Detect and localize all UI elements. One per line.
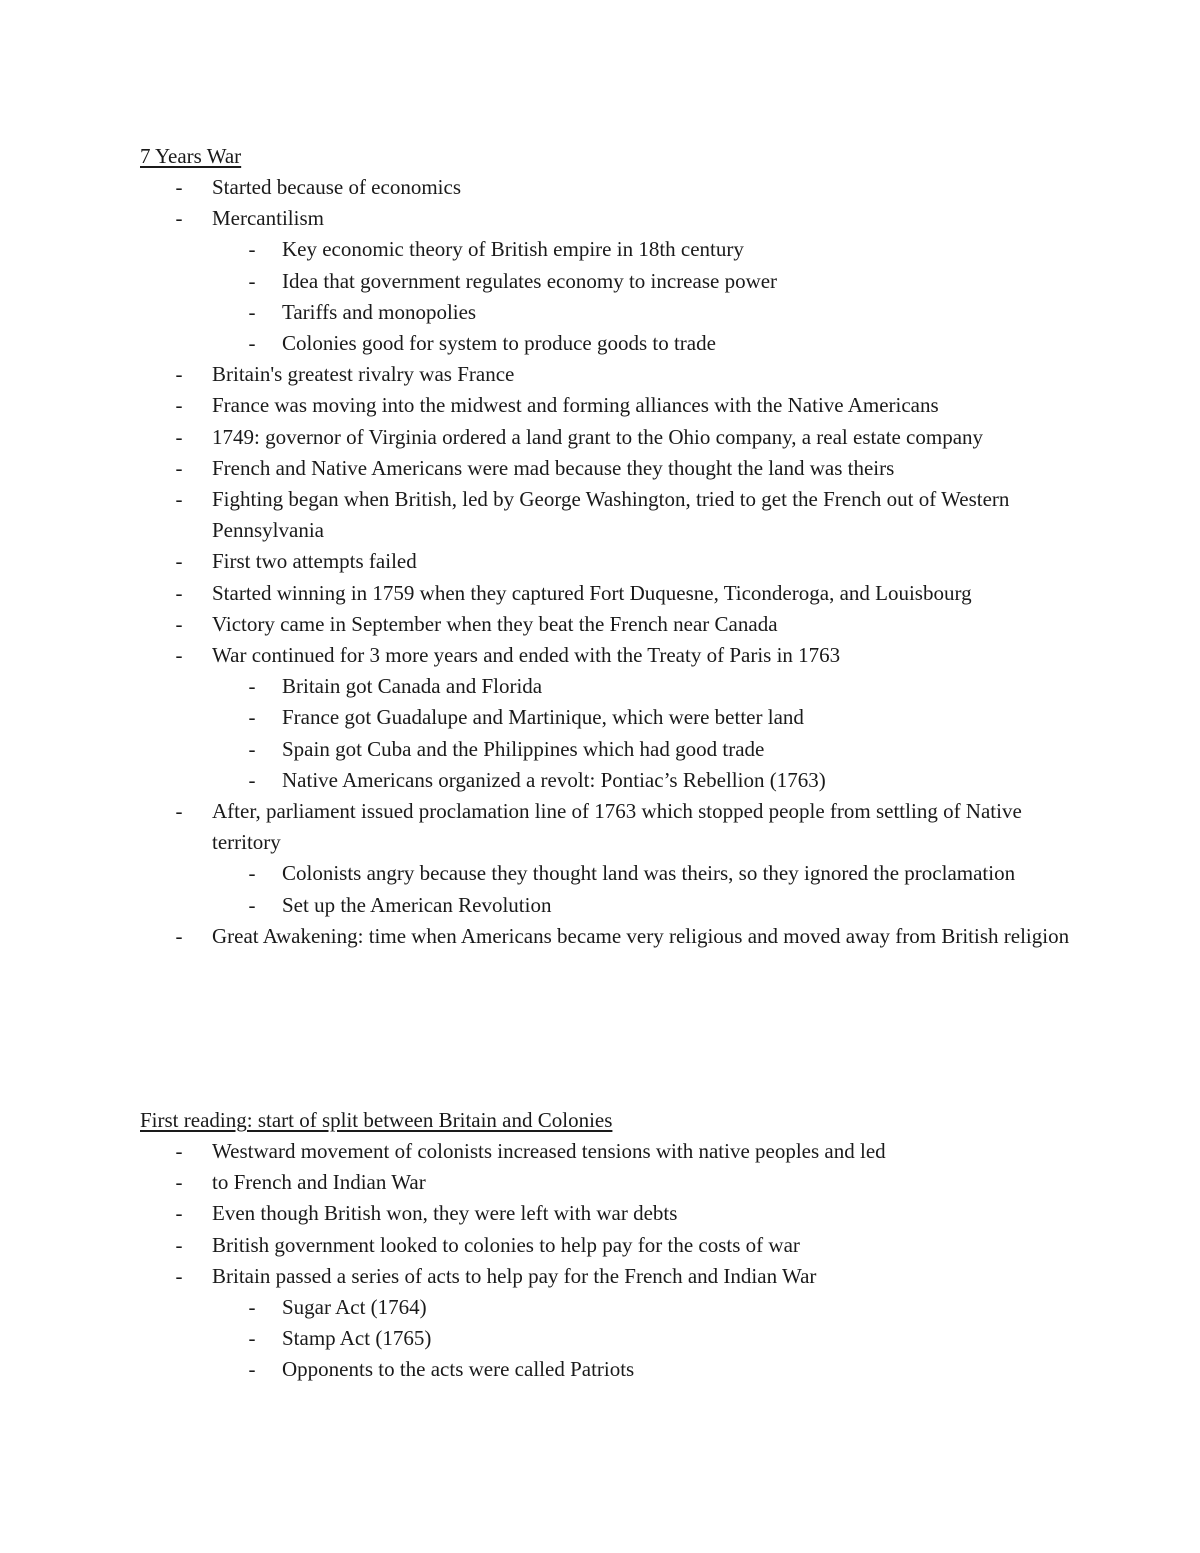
list-item-text: Sugar Act (1764) [282, 1295, 427, 1320]
list-item-text: Great Awakening: time when Americans became very religious and moved away from British religion [212, 923, 1070, 948]
bullet-dash: - [248, 268, 256, 293]
bullet-dash: - [248, 1295, 256, 1320]
bullet-dash: - [248, 1326, 256, 1351]
bullet-dash: - [248, 299, 256, 324]
section-first-reading [140, 1105, 1080, 1386]
list-item [140, 453, 1080, 484]
list-item-text: to French and Indian War [212, 1170, 426, 1195]
bullet-dash: - [175, 362, 183, 387]
list-item [140, 1323, 1080, 1354]
list-item [140, 1136, 1080, 1167]
list-item-text: Set up the American Revolution [282, 892, 552, 917]
list-item-text: Fighting began when British, led by George Washington, tried to get the French out of Western Pennsylvania [212, 487, 1010, 543]
list-item [140, 890, 1080, 921]
list-item-text: Mercantilism [212, 206, 324, 231]
list-item-text: 1749: governor of Virginia ordered a land grant to the Ohio company, a real estate company [212, 424, 984, 449]
list-item-text: Started winning in 1759 when they captured Fort Duquesne, Ticonderoga, and Louisbourg [212, 580, 972, 605]
list-item [140, 734, 1080, 765]
bullet-dash: - [175, 1139, 183, 1163]
list-item [140, 1230, 1080, 1261]
list-item-text: Opponents to the acts were called Patriots [282, 1357, 635, 1382]
list-item-text: Idea that government regulates economy to increase power [282, 268, 778, 293]
bullet-dash: - [248, 705, 256, 730]
list-item-text: First two attempts failed [212, 549, 417, 574]
list-item [140, 546, 1080, 577]
bullet-dash: - [175, 611, 183, 636]
bullet-dash: - [175, 487, 183, 512]
list-item [140, 390, 1080, 421]
list-item [140, 172, 1080, 203]
list-item-text: British government looked to colonies to help pay for the costs of war [212, 1232, 800, 1257]
bullet-dash: - [175, 1263, 183, 1288]
bullet-dash: - [175, 1201, 183, 1226]
list-item [140, 1198, 1080, 1229]
list-item [140, 1261, 1080, 1292]
list-item-text: French and Native Americans were mad because they thought the land was theirs [212, 455, 895, 480]
list-item [140, 359, 1080, 390]
bullet-dash: - [175, 393, 183, 418]
list-item [140, 796, 1080, 858]
list-item [140, 858, 1080, 889]
list-item [140, 921, 1080, 952]
list-item-text: Even though British won, they were left with war debts [212, 1201, 678, 1226]
list-item [140, 765, 1080, 796]
bullet-list [140, 172, 1080, 952]
list-item [140, 203, 1080, 234]
bullet-dash: - [175, 580, 183, 605]
list-item [140, 640, 1080, 671]
bullet-dash: - [175, 455, 183, 480]
bullet-list [140, 1136, 1080, 1386]
bullet-dash: - [175, 643, 183, 668]
list-item [140, 578, 1080, 609]
list-item [140, 234, 1080, 265]
list-item-text: France got Guadalupe and Martinique, which were better land [282, 705, 804, 730]
section-seven-years-war [140, 141, 1080, 952]
list-item-text: Tariffs and monopolies [282, 299, 477, 324]
list-item [140, 484, 1080, 546]
bullet-dash: - [175, 923, 183, 948]
list-item-text: Victory came in September when they beat the French near Canada [212, 611, 778, 636]
bullet-dash: - [248, 674, 256, 699]
list-item [140, 1292, 1080, 1323]
bullet-dash: - [248, 767, 256, 792]
list-item [140, 702, 1080, 733]
section-heading: First reading: start of split between Britain and Colonies [140, 1108, 613, 1132]
list-item-text: Colonies good for system to produce goods to trade [282, 331, 716, 356]
list-item-text: War continued for 3 more years and ended with the Treaty of Paris in 1763 [212, 643, 841, 668]
list-item-text: Britain's greatest rivalry was France [212, 362, 515, 387]
section-heading: 7 Years War [140, 144, 242, 168]
list-item-text: Britain passed a series of acts to help pay for the French and Indian War [212, 1263, 817, 1288]
list-item-text: Colonists angry because they thought land was theirs, so they ignored the proclamation [282, 861, 1016, 886]
list-item [140, 1167, 1080, 1198]
bullet-dash: - [175, 424, 183, 449]
bullet-dash: - [248, 861, 256, 886]
list-item-text: After, parliament issued proclamation line of 1763 which stopped people from settling of Native territory [212, 799, 1022, 855]
list-item-text: Started because of economics [212, 175, 461, 199]
bullet-dash: - [175, 549, 183, 574]
list-item-text: Britain got Canada and Florida [282, 674, 543, 699]
list-item [140, 266, 1080, 297]
bullet-dash: - [248, 892, 256, 917]
list-item [140, 671, 1080, 702]
list-item [140, 328, 1080, 359]
list-item-text: Key economic theory of British empire in 18th century [282, 237, 744, 262]
list-item [140, 609, 1080, 640]
bullet-dash: - [248, 237, 256, 262]
bullet-dash: - [248, 736, 256, 761]
list-item-text: Spain got Cuba and the Philippines which had good trade [282, 736, 765, 761]
list-item-text: Westward movement of colonists increased tensions with native peoples and led [212, 1139, 886, 1163]
list-item-text: Stamp Act (1765) [282, 1326, 432, 1351]
bullet-dash: - [248, 1357, 256, 1382]
list-item [140, 422, 1080, 453]
bullet-dash: - [175, 1232, 183, 1257]
bullet-dash: - [248, 331, 256, 356]
list-item [140, 297, 1080, 328]
list-item-text: Native Americans organized a revolt: Pontiac’s Rebellion (1763) [282, 767, 826, 792]
list-item-text: France was moving into the midwest and forming alliances with the Native Americans [212, 393, 939, 418]
bullet-dash: - [175, 799, 183, 824]
bullet-dash: - [175, 1170, 183, 1195]
bullet-dash: - [175, 175, 183, 199]
bullet-dash: - [175, 206, 183, 231]
list-item [140, 1354, 1080, 1385]
